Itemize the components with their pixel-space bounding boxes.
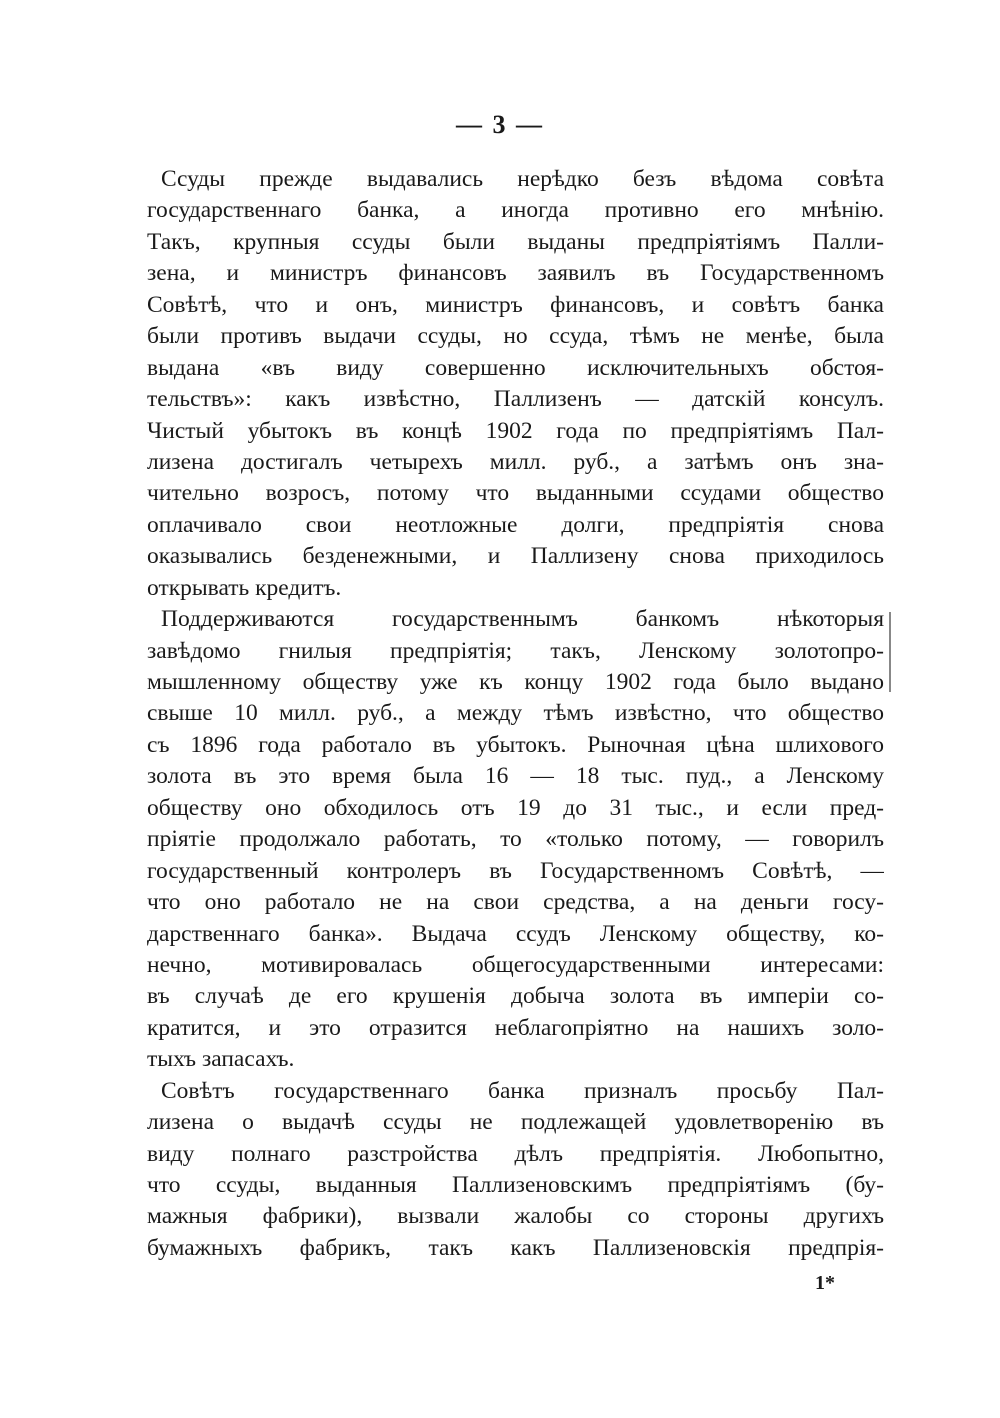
text-line: что ссуды, выданныя Паллизеновскимъ предпріятіямъ (бу- xyxy=(147,1172,884,1198)
text-line: что оно работало не на свои средства, а на деньги госу- xyxy=(147,889,884,916)
body-text xyxy=(147,164,884,1264)
text-line: виду полнаго разстройства дѣлъ предпріятія. Любопытно, xyxy=(147,1140,884,1167)
text-line: дарственнаго банка». Выдача ссудъ Ленскому обществу, ко- xyxy=(147,920,884,947)
text-line: въ случаѣ де его крушенія добыча золота въ имперіи со- xyxy=(147,983,884,1010)
text-line: лизена о выдачѣ ссуды не подлежащей удовлетворенію въ xyxy=(147,1109,884,1136)
text-line: тыхъ запасахъ. xyxy=(147,1046,295,1073)
text-line: Ссуды прежде выдавались нерѣдко безъ вѣдома совѣта xyxy=(161,166,884,192)
text-line: свыше 10 милл. руб., а между тѣмъ извѣстно, что общество xyxy=(147,700,884,727)
text-line: были противъ выдачи ссуды, но ссуда, тѣмъ не менѣе, была xyxy=(147,323,884,350)
text-line: Такъ, крупныя ссуды были выданы предпріятіямъ Палли- xyxy=(147,228,884,255)
text-line: чительно возросъ, потому что выданными ссудами общество xyxy=(147,480,884,507)
text-line: золота въ это время была 16 — 18 тыс. пуд., а Ленскому xyxy=(147,763,884,790)
signature-mark: 1* xyxy=(815,1272,835,1294)
text-line: бумажныхъ фабрикъ, такъ какъ Паллизеновскія предпрія- xyxy=(147,1234,884,1261)
text-line: государственный контролеръ въ Государственномъ Совѣтѣ, — xyxy=(147,857,884,884)
text-line: Поддерживаются государственнымъ банкомъ нѣкоторыя xyxy=(161,606,884,633)
text-line: выдана «въ виду совершенно исключительныхъ обстоя- xyxy=(147,354,884,381)
text-line: Совѣтъ государственнаго банка призналъ просьбу Пал- xyxy=(161,1077,884,1104)
text-line: тельствъ»: какъ извѣстно, Паллизенъ — датскій консулъ. xyxy=(147,386,884,413)
text-line: нечно, мотивировалась общегосударственными интересами: xyxy=(147,951,884,978)
paragraph xyxy=(147,604,884,1076)
text-line: кратится, и это отразится неблагопріятно на нашихъ золо- xyxy=(147,1014,884,1041)
pencil-margin-bracket xyxy=(889,612,891,692)
text-line: мышленному обществу уже къ концу 1902 года было выдано xyxy=(147,669,884,695)
text-line: мажныя фабрики), вызвали жалобы со стороны другихъ xyxy=(147,1203,884,1230)
text-line: государственнаго банка, а иногда противно его мнѣнію. xyxy=(147,197,884,224)
text-line: Совѣтѣ, что и онъ, министръ финансовъ, и совѣтъ банка xyxy=(147,291,884,318)
page-number: — 3 — xyxy=(456,110,544,139)
text-line: завѣдомо гнилыя предпріятія; такъ, Ленскому золотопро- xyxy=(147,637,884,664)
text-line: Чистый убытокъ въ концѣ 1902 года по предпріятіямъ Пал- xyxy=(147,417,884,444)
text-line: обществу оно обходилось отъ 19 до 31 тыс., и если пред- xyxy=(147,794,884,821)
text-line: лизена достигалъ четырехъ милл. руб., а затѣмъ онъ зна- xyxy=(147,448,884,475)
text-line: оплачивало свои неотложные долги, предпріятія снова xyxy=(147,511,884,538)
paragraph xyxy=(147,1076,884,1265)
text-line: оказывались безденежными, и Паллизену снова приходилось xyxy=(147,543,884,570)
text-line: зена, и министръ финансовъ заявилъ въ Государственномъ xyxy=(147,260,884,287)
text-line: открывать кредитъ. xyxy=(147,574,342,601)
text-line: съ 1896 года работало въ убытокъ. Рыночная цѣна шлихового xyxy=(147,731,884,758)
paragraph xyxy=(147,164,884,604)
text-line: пріятіе продолжало работать, то «только потому, — говорилъ xyxy=(147,826,884,853)
